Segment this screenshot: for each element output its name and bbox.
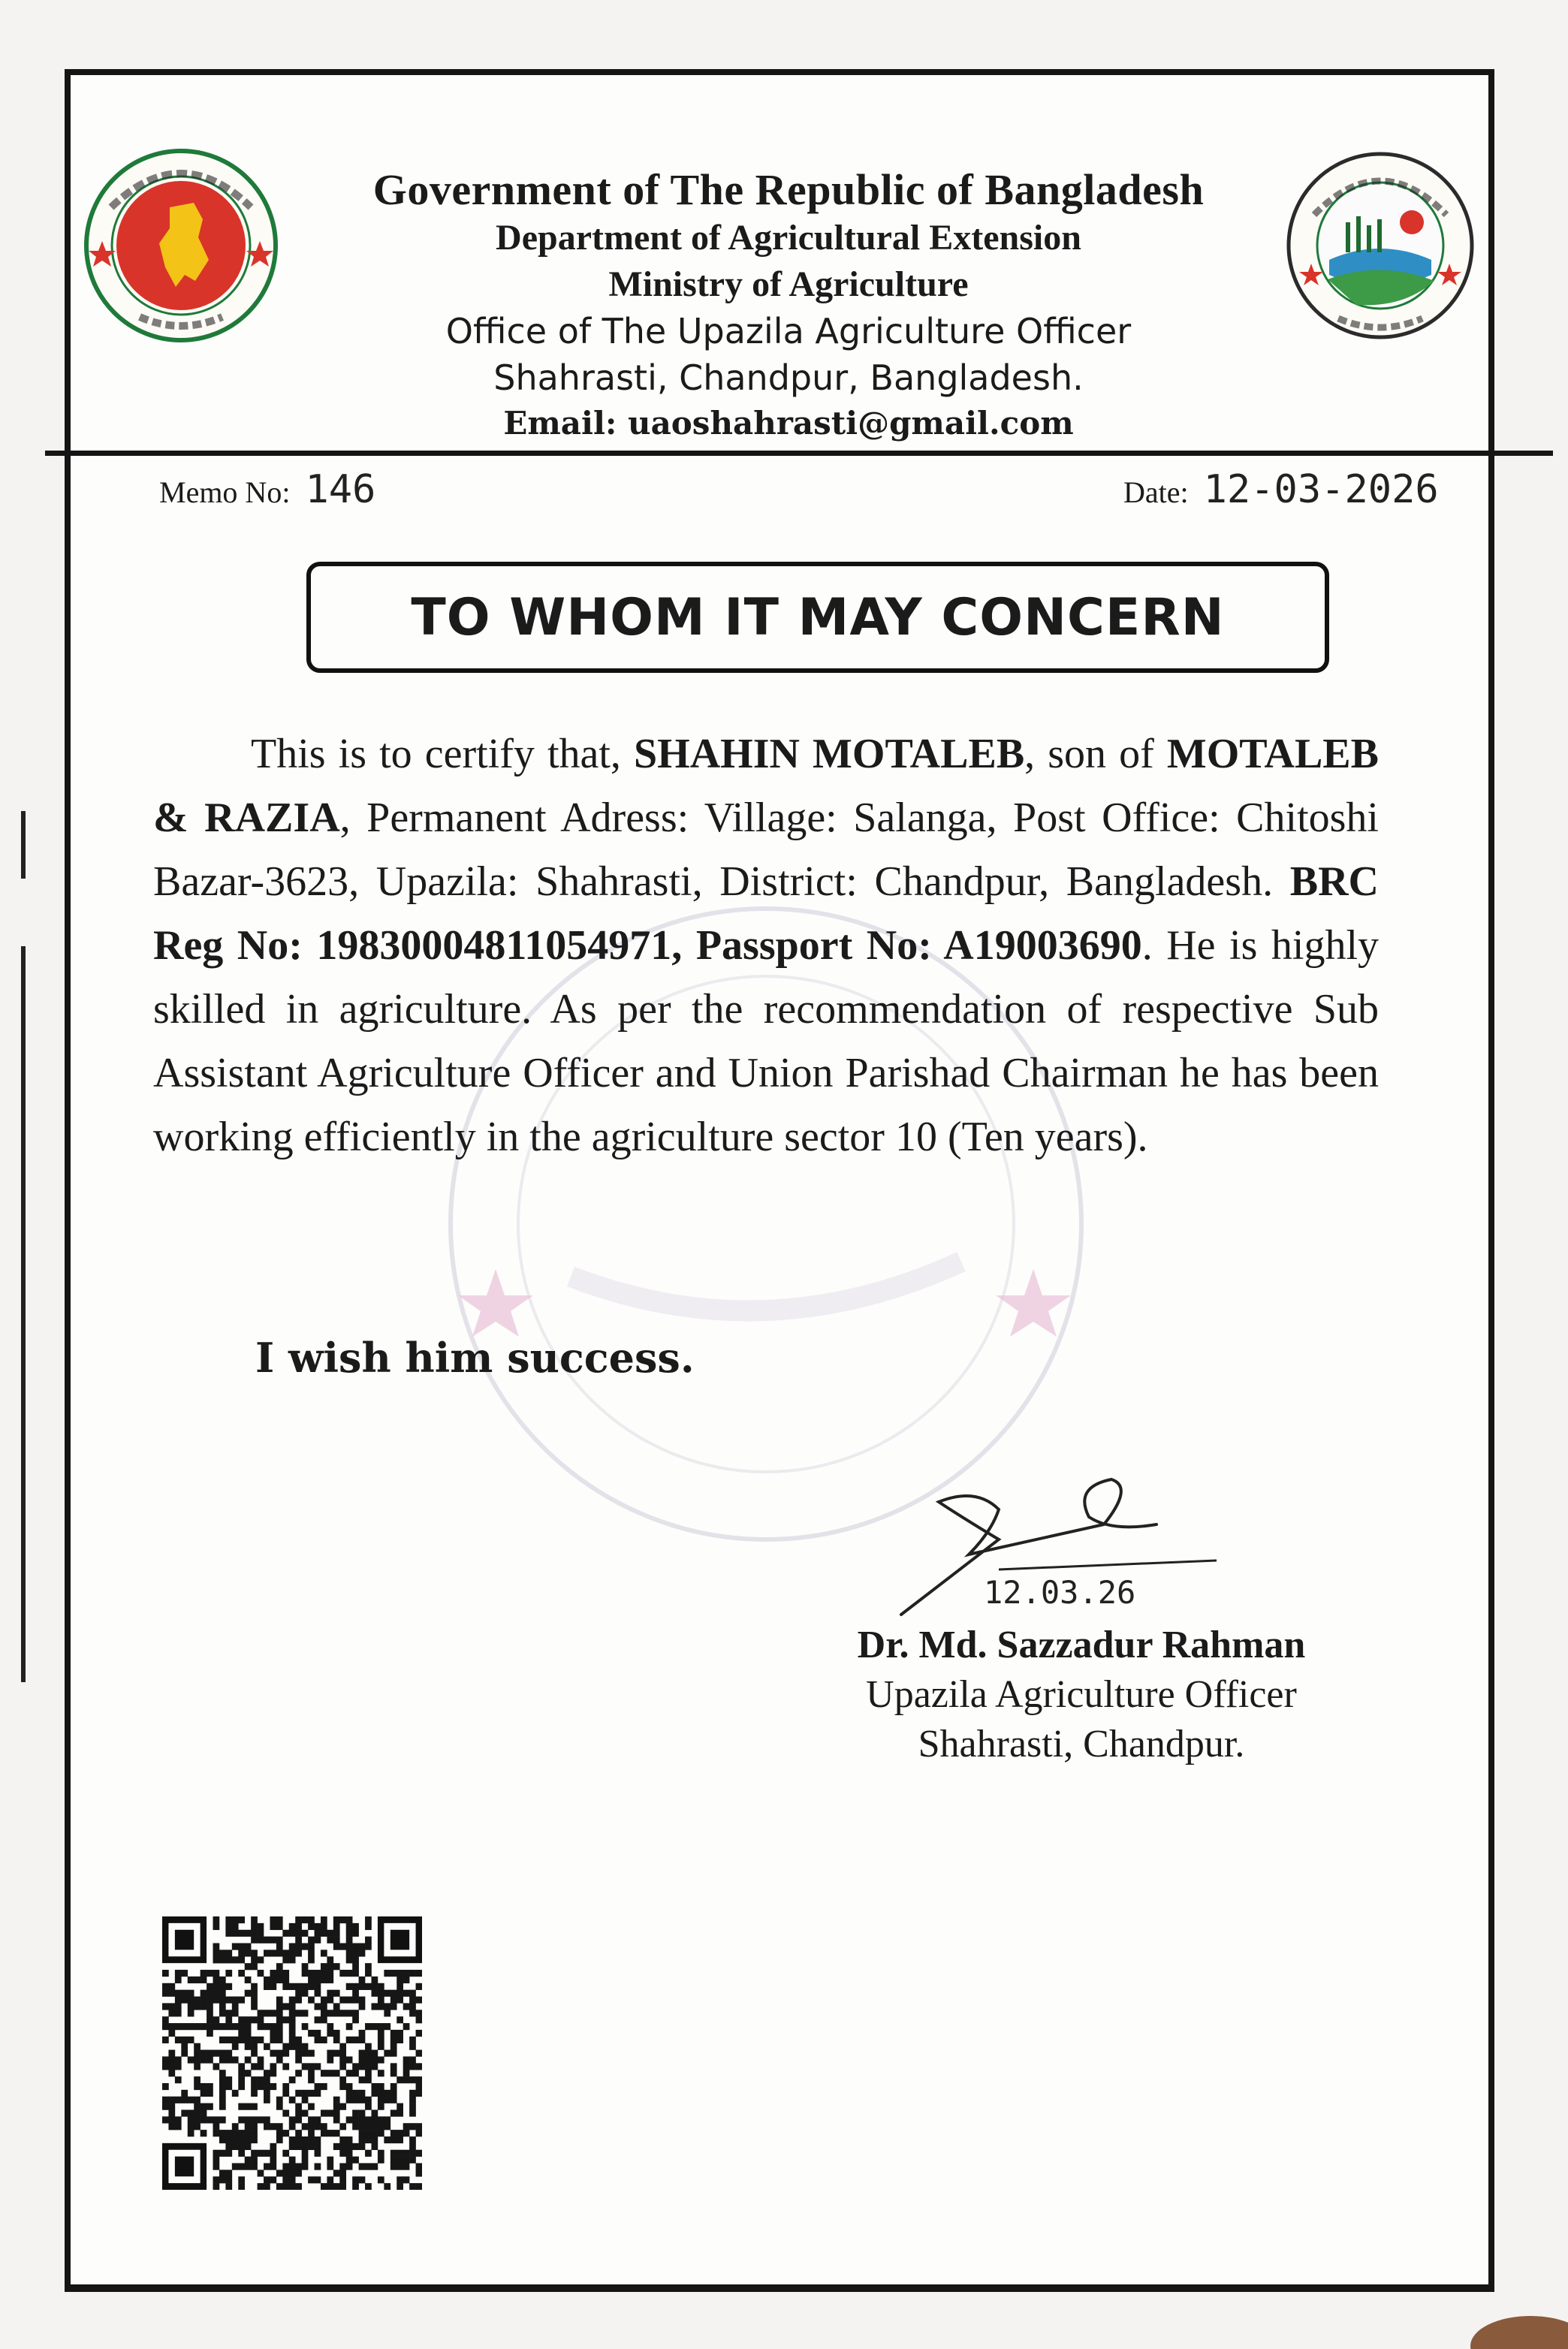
brc-passport-numbers: BRC Reg No: 19830004811054971, Passport No: A19003690 <box>153 858 1379 969</box>
body-text: This is to certify that, <box>251 731 635 777</box>
header-divider <box>45 451 1553 456</box>
memo-number <box>159 467 375 512</box>
finger-icon <box>1440 2304 1568 2349</box>
govt-title: Government of The Republic of Bangladesh <box>372 165 1205 214</box>
signatory-block <box>819 1621 1344 1769</box>
body-text: . He is highly skilled in agriculture. As per the recommendation of respective Sub Assistant Agriculture Officer and Union Parishad Chairman he has been working efficiently in the agriculture sector 10 (Ten years). <box>153 922 1380 1160</box>
ministry-name: Ministry of Agriculture <box>608 264 969 304</box>
body-text: , Permanent Adress: Village: Salanga, Post Office: Chitoshi Bazar-3623, Upazila: Shahrasti, District: Chandpur, Bangladesh. <box>153 795 1379 905</box>
signatory-name: Dr. Md. Sazzadur Rahman <box>857 1624 1306 1666</box>
department-name: Department of Agricultural Extension <box>496 218 1081 258</box>
office-name: Office of The Upazila Agriculture Officer <box>445 311 1132 351</box>
certificate-title: TO WHOM IT MAY CONCERN <box>411 587 1225 647</box>
letterhead <box>300 165 1277 446</box>
letter-date <box>1123 467 1439 512</box>
qr-code-icon <box>162 1916 422 2190</box>
office-address: Shahrasti, Chandpur, Bangladesh. <box>493 357 1084 398</box>
title-box <box>306 562 1329 673</box>
closing-wish: I wish him success. <box>255 1334 695 1382</box>
memo-label: Memo No: <box>159 475 291 509</box>
office-email: Email: uaoshahrasti@gmail.com <box>503 405 1074 442</box>
dae-seal-icon <box>1284 147 1476 344</box>
certificate-body <box>153 722 1379 1169</box>
holder-name: SHAHIN MOTALEB <box>634 731 1025 777</box>
memo-value: 146 <box>305 467 376 512</box>
signature-date: 12.03.26 <box>984 1574 1136 1611</box>
date-label: Date: <box>1123 475 1189 509</box>
date-value: 12-03-2026 <box>1203 467 1439 512</box>
signatory-place: Shahrasti, Chandpur. <box>918 1723 1245 1766</box>
page-edge-mark <box>21 811 26 879</box>
handwritten-signature-icon <box>886 1472 1232 1622</box>
bangladesh-govt-seal-icon <box>81 147 281 344</box>
signatory-designation: Upazila Agriculture Officer <box>866 1673 1297 1716</box>
parents-names: MOTALEB & RAZIA <box>153 731 1379 841</box>
body-text: , son of <box>1024 731 1167 777</box>
page-edge-mark <box>21 946 26 1682</box>
